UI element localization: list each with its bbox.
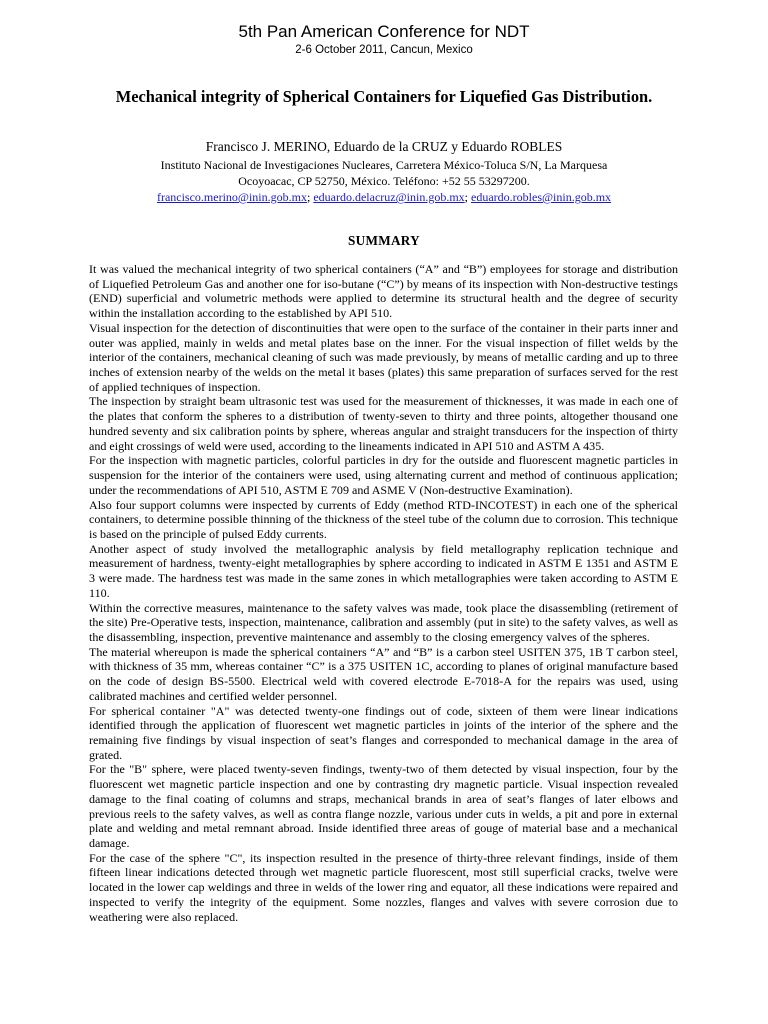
- author-emails: [0, 189, 768, 205]
- email-separator: ;: [464, 190, 472, 204]
- conference-dates-location: 2-6 October 2011, Cancun, Mexico: [295, 44, 473, 56]
- affiliation-line-1: Instituto Nacional de Investigaciones Nucleares, Carretera México-Toluca S/N, La Marquesa: [160, 158, 608, 172]
- summary-paragraph: For spherical container "A" was detected twenty-one findings out of code, sixteen of them were linear indications identified through the application of fluorescent wet magnetic particles in joints of the interior of the sphere and the remaining five findings by visual inspection of seat’s flanges and corresponded to mechanical damage in the area of grated.: [89, 703, 678, 762]
- paper-title: Mechanical integrity of Spherical Containers for Liquefied Gas Distribution.: [115, 87, 653, 106]
- summary-heading: SUMMARY: [348, 233, 420, 248]
- author-list: Francisco J. MERINO, Eduardo de la CRUZ y Eduardo ROBLES: [205, 139, 563, 154]
- summary-paragraph: Within the corrective measures, maintenance to the safety valves was made, took place the disassembling (retirement of the site) Pre-Operative tests, inspection, maintenance, calibration and assembly (put in site) to the safety valves, as well as the disassembling, inspection, preventive maintenance and assembly to the closing emergency valves of the spheres.: [89, 600, 678, 644]
- summary-paragraph: For the case of the sphere "C", its inspection resulted in the presence of thirty-three relevant findings, inside of them fifteen linear indications detected through wet magnetic particle fluorescent, most still superficial cracks, twelve were located in the lower cap weldings and three in welds of the lower ring and equator, all these indications were repaired and inspected to verify the integrity of the equipment. Some nozzles, flanges and valves with severe corrosion due to weathering were also replaced.: [89, 850, 678, 924]
- affiliation-line-2: Ocoyoacac, CP 52750, México. Teléfono: +52 55 53297200.: [238, 174, 530, 188]
- summary-paragraph: For the inspection with magnetic particles, colorful particles in dry for the outside and fluorescent magnetic particles in suspension for the interior of the containers were used, using alternating current and method of continuous application; under the recommendations of API 510, ASTM E 709 and ASME V (Non-destructive Examination).: [89, 453, 678, 497]
- summary-paragraph: It was valued the mechanical integrity of two spherical containers (“A” and “B”) employees for storage and distribution of Liquefied Petroleum Gas and another one for iso-butane (“C”) by means of its inspection with Non-destructive testings (END) superficial and volumetric methods were applied to determine its structural health and the degree of security within the installation according to the established by API 510.: [89, 262, 678, 321]
- summary-paragraph: The material whereupon is made the spherical containers “A” and “B” is a carbon steel USITEN 375, 1B T carbon steel, with thickness of 35 mm, whereas container “C” is a 375 USITEN 1C, according to planes of original manufacture based on the code of design BS-5500. Electrical weld with covered electrode E-7018-A for the repairs was used, using calibrated machines and certified welder personnel.: [89, 644, 678, 703]
- summary-paragraph: Visual inspection for the detection of discontinuities that were open to the surface of the container in their parts inner and outer was applied, mainly in welds and metal plates base on the inner. For the visual inspection of fillet welds by the interior of the containers, mechanical cleaning of such was made previously, by means of metallic carding and up to three inches of extension nearby of the welds on the metal it bases (plates) this same preparation of surfaces served for the rest of applied techniques of inspection.: [89, 320, 678, 394]
- summary-paragraph: For the "B" sphere, were placed twenty-seven findings, twenty-two of them detected by visual inspection, four by the fluorescent wet magnetic particle inspection and one by contrasting dry magnetic particle. Visual inspection revealed damage to the final coating of columns and straps, mechanical brands in area of seat’s flanges of later elbows and previous reels to the safety valves, as well as contra flange nozzle, various under cuts in welds, a pit and pore in external plate and welding and metal remnant abroad. Inside identified three areas of gouge of material base and a mechanical damage.: [89, 762, 678, 851]
- email-separator: ;: [306, 190, 314, 204]
- email-link-merino[interactable]: francisco.merino@inin.gob.mx: [156, 190, 307, 204]
- conference-title: 5th Pan American Conference for NDT: [238, 22, 530, 41]
- summary-paragraph: Also four support columns were inspected by currents of Eddy (method RTD-INCOTEST) in each one of the spherical containers, to determine possible thinning of the thickness of the steel tube of the column due to corrosion. This technique is based on the principle of pulsed Eddy currents.: [89, 497, 678, 541]
- summary-paragraph: Another aspect of study involved the metallographic analysis by field metallography replication technique and measurement of hardness, twenty-eight metallographies by sphere according to indicated in ASTM E 1351 and ASTM E 3 were made. The hardness test was made in the same zones in which metallographies were taken according to ASTM E 110.: [89, 541, 678, 600]
- summary-paragraph: The inspection by straight beam ultrasonic test was used for the measurement of thicknesses, it was made in each one of the plates that conform the spheres to a distribution of twenty-seven to thirty and three points, altogether thousand one hundred seventy and six calibration points by sphere, whereas angular and straight transducers for the inspection of thirty and eight crossings of weld were used, according to the lineaments indicated in API 510 and ASTM A 435.: [89, 394, 678, 453]
- summary-body: [89, 262, 678, 924]
- email-link-robles[interactable]: eduardo.robles@inin.gob.mx: [471, 190, 612, 204]
- email-link-delacruz[interactable]: eduardo.delacruz@inin.gob.mx: [313, 190, 465, 204]
